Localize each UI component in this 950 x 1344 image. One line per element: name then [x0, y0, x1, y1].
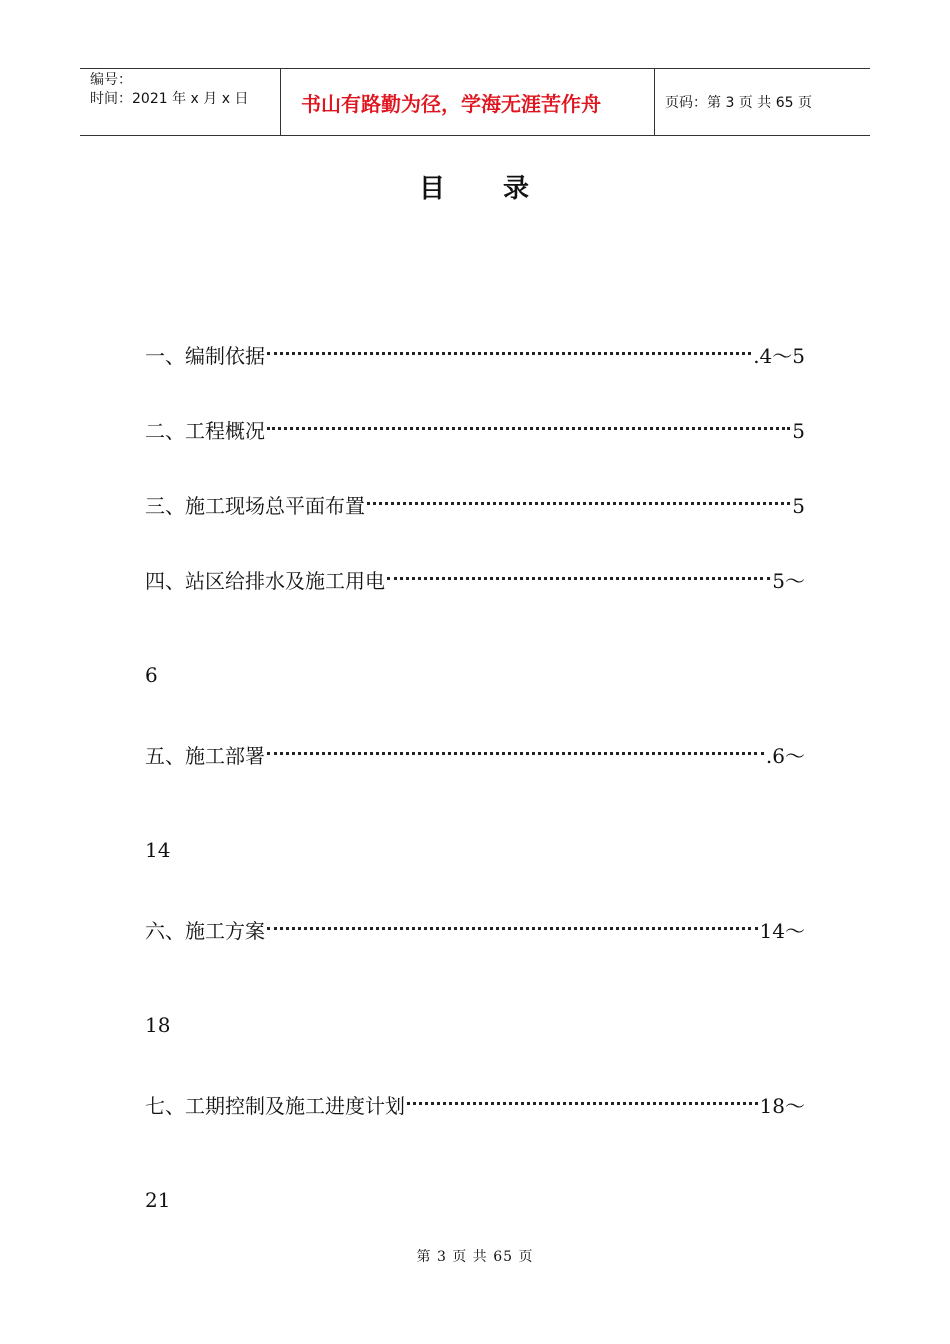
toc-entry-text: 三、施工现场总平面布置 [145, 494, 365, 518]
page-header [80, 68, 870, 136]
toc-entry-page-continued: 14 [145, 838, 171, 862]
toc-entry-text: 二、工程概况 [145, 419, 265, 443]
toc-entry-page-continued: 6 [145, 663, 158, 687]
toc-leader-dots [267, 730, 764, 755]
toc-leader-dots [267, 330, 751, 355]
toc-entry-page-continued: 18 [145, 1013, 171, 1037]
header-motto: 书山有路勤为径，学海无涯苦作舟 [281, 69, 655, 135]
header-page-info: 页码：第 3 页 共 65 页 [665, 95, 812, 111]
toc-leader-dots [367, 480, 790, 505]
toc-entry-text: 四、站区给排水及施工用电 [145, 569, 385, 593]
toc-entry-page: 5～ [772, 569, 805, 593]
toc-entry-text: 七、工期控制及施工进度计划 [145, 1094, 405, 1118]
toc-entry[interactable] [145, 1088, 805, 1118]
toc-entry-page-continued: 21 [145, 1188, 171, 1212]
toc-entry[interactable] [145, 488, 805, 518]
toc-entry-page: .6～ [765, 744, 805, 768]
toc-entry-text: 六、施工方案 [145, 919, 265, 943]
toc-entry-page: 5 [792, 419, 805, 443]
toc-entry[interactable] [145, 913, 805, 943]
toc-entry-text: 一、编制依据 [145, 344, 265, 368]
toc-entry-page: 14～ [759, 919, 805, 943]
toc-entry[interactable] [145, 338, 805, 368]
toc-entry[interactable] [145, 413, 805, 443]
page-footer: 第 3 页 共 65 页 [416, 1249, 534, 1265]
toc-leader-dots [267, 905, 758, 930]
toc-entry[interactable] [145, 738, 805, 768]
document-number: 编号： [90, 72, 132, 88]
toc-entry-text: 五、施工部署 [145, 744, 265, 768]
toc-entry[interactable] [145, 563, 805, 593]
toc-leader-dots [407, 1080, 758, 1105]
toc-leader-dots [387, 555, 770, 580]
page-title: 目 录 [418, 174, 531, 204]
document-date: 时间：2021 年 x 月 x 日 [90, 91, 249, 107]
toc-leader-dots [267, 405, 790, 430]
toc-entry-page: 5 [792, 494, 805, 518]
toc-entry-page: .4～5 [753, 344, 805, 368]
header-meta [80, 69, 281, 135]
toc-entry-page: 18～ [759, 1094, 805, 1118]
